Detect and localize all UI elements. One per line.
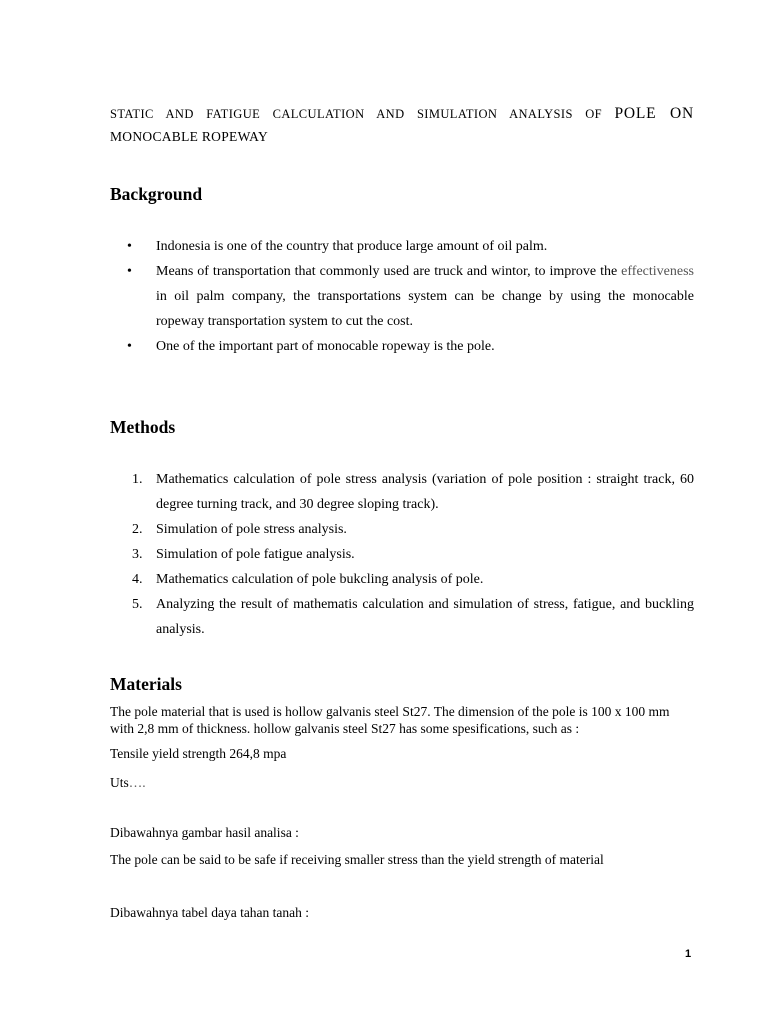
materials-heading: Materials xyxy=(110,674,182,694)
method-item xyxy=(110,542,694,567)
method-item xyxy=(110,592,694,642)
bullet-text: Indonesia is one of the country that produce large amount of oil palm. xyxy=(156,239,548,254)
uts-ellipsis: …. xyxy=(128,775,146,790)
methods-numbered-list xyxy=(110,467,694,642)
page-number: 1 xyxy=(685,948,692,960)
bullet-text-start: Means of transportation that commonly used are truck and wintor, to improve the xyxy=(156,264,622,279)
bullet-icon: • xyxy=(127,339,132,354)
uts-label: Uts xyxy=(110,775,129,790)
method-text: Simulation of pole fatigue analysis. xyxy=(156,547,355,562)
method-item xyxy=(110,517,694,542)
bullet-item xyxy=(110,334,694,359)
bullet-item xyxy=(110,259,694,334)
method-text: Analyzing the result of mathematis calculation and simulation of stress, fatigue, and buckling analysis. xyxy=(156,597,694,637)
highlighted-word: effectiveness xyxy=(621,264,694,279)
item-number: 4. xyxy=(132,572,143,587)
table-caption: Dibawahnya tabel daya tahan tanah : xyxy=(110,905,310,920)
uts-line xyxy=(110,774,694,791)
method-text: Mathematics calculation of pole stress analysis (variation of pole position : straight track, 60 degree turning track, and 30 degree sloping track). xyxy=(156,472,694,512)
item-number: 5. xyxy=(132,597,143,612)
bullet-icon: • xyxy=(127,239,132,254)
materials-paragraph: The pole material that is used is hollow galvanis steel St27. The dimension of the pole is 100 x 100 mm with 2,8 mm of thickness. hollow galvanis steel St27 has some spesifications, such as : xyxy=(110,704,670,736)
background-bullet-list xyxy=(110,234,694,359)
background-heading: Background xyxy=(110,184,203,204)
item-number: 1. xyxy=(132,472,143,487)
tensile-strength-line: Tensile yield strength 264,8 mpa xyxy=(110,746,287,761)
bullet-text-end: in oil palm company, the transportations system can be change by using the monocable ropeway transportation system to cut the cost. xyxy=(156,289,694,329)
title-small-caps: STATIC AND FATIGUE CALCULATION AND SIMULATION ANALYSIS OF xyxy=(110,107,603,121)
bullet-item xyxy=(110,234,694,259)
analysis-caption: Dibawahnya gambar hasil analisa : xyxy=(110,825,299,840)
methods-heading: Methods xyxy=(110,417,176,437)
bullet-text: One of the important part of monocable ropeway is the pole. xyxy=(156,339,495,354)
method-text: Simulation of pole stress analysis. xyxy=(156,522,347,537)
item-number: 2. xyxy=(132,522,143,537)
bullet-icon: • xyxy=(127,264,132,279)
document-title-line-2: MONOCABLE ROPEWAY xyxy=(110,129,268,144)
method-text: Mathematics calculation of pole bukcling analysis of pole. xyxy=(156,572,484,587)
item-number: 3. xyxy=(132,547,143,562)
document-title-line-1 xyxy=(110,101,694,127)
title-large-words: POLE ON xyxy=(614,105,695,122)
method-item xyxy=(110,467,694,517)
method-item xyxy=(110,567,694,592)
safety-note: The pole can be said to be safe if receiving smaller stress than the yield strength of material xyxy=(110,852,604,867)
